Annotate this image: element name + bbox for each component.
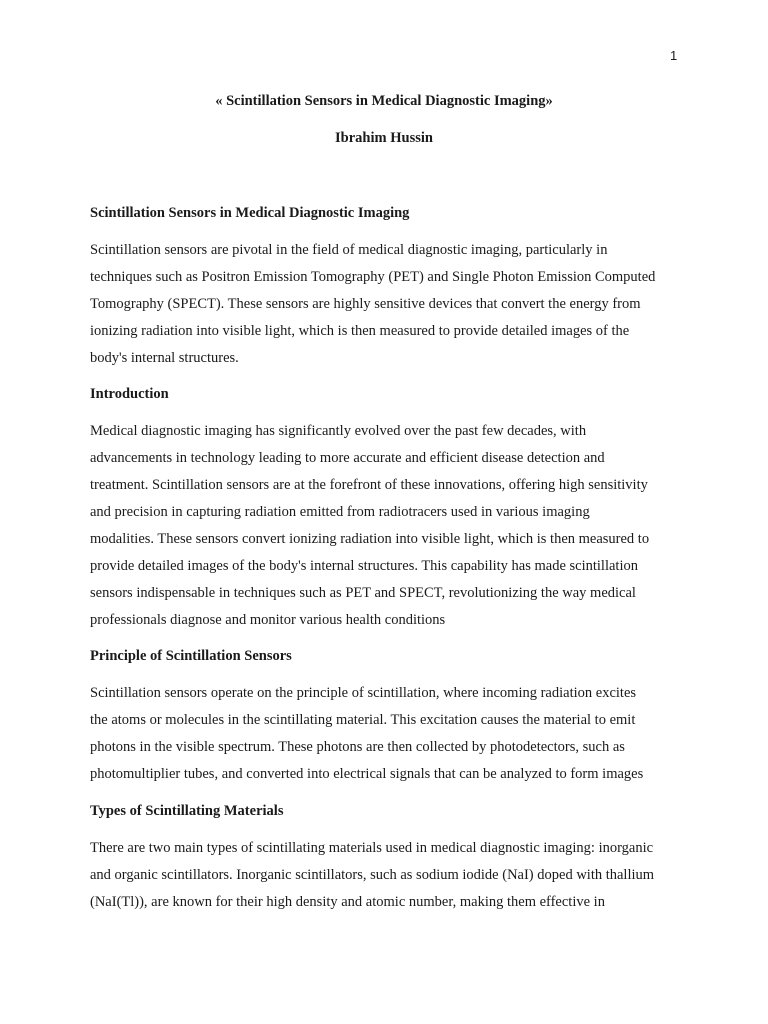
text-line: and organic scintillators. Inorganic scintillators, such as sodium iodide (NaI) doped with thallium <box>90 867 655 883</box>
section-principle <box>90 643 690 788</box>
text-line: treatment. Scintillation sensors are at the forefront of these innovations, offering high sensitivity <box>90 477 648 493</box>
text-line: photons in the visible spectrum. These photons are then collected by photodetectors, such as <box>90 739 625 755</box>
text-line: professionals diagnose and monitor various health conditions <box>90 612 446 628</box>
section-materials <box>90 798 690 916</box>
text-line: provide detailed images of the body's internal structures. This capability has made scintillation <box>90 558 638 574</box>
section-heading: Scintillation Sensors in Medical Diagnostic Imaging <box>90 205 410 221</box>
paragraph <box>90 835 690 916</box>
text-line: modalities. These sensors convert ionizing radiation into visible light, which is then measured to <box>90 531 650 547</box>
section-introduction <box>90 381 690 634</box>
text-line: Scintillation sensors are pivotal in the field of medical diagnostic imaging, particularly in <box>90 242 608 258</box>
section-heading: Types of Scintillating Materials <box>90 803 284 819</box>
text-line: and precision in capturing radiation emitted from radiotracers used in various imaging <box>90 504 590 520</box>
page-number: 1 <box>670 48 678 63</box>
text-line: body's internal structures. <box>90 350 239 366</box>
document-author: Ibrahim Hussin <box>335 130 433 146</box>
section-heading: Introduction <box>90 386 169 402</box>
text-line: There are two main types of scintillating materials used in medical diagnostic imaging: inorganic <box>90 840 654 856</box>
text-line: Tomography (SPECT). These sensors are highly sensitive devices that convert the energy from <box>90 296 641 312</box>
document-title: « Scintillation Sensors in Medical Diagnostic Imaging» <box>215 93 553 109</box>
text-line: sensors indispensable in techniques such as PET and SPECT, revolutionizing the way medical <box>90 585 636 601</box>
text-line: ionizing radiation into visible light, which is then measured to provide detailed images of the <box>90 323 630 339</box>
section-heading: Principle of Scintillation Sensors <box>90 648 292 664</box>
text-line: techniques such as Positron Emission Tomography (PET) and Single Photon Emission Computed <box>90 269 656 285</box>
text-line: Medical diagnostic imaging has significantly evolved over the past few decades, with <box>90 423 587 439</box>
paragraph <box>90 237 690 372</box>
paragraph <box>90 418 690 634</box>
text-line: Scintillation sensors operate on the principle of scintillation, where incoming radiation excites <box>90 685 637 701</box>
text-line: photomultiplier tubes, and converted into electrical signals that can be analyzed to form images <box>90 766 644 782</box>
section-overview <box>90 200 690 372</box>
text-line: advancements in technology leading to more accurate and efficient disease detection and <box>90 450 605 466</box>
text-line: (NaI(Tl)), are known for their high density and atomic number, making them effective in <box>90 894 605 910</box>
paragraph <box>90 680 690 788</box>
text-line: the atoms or molecules in the scintillating material. This excitation causes the material to emit <box>90 712 636 728</box>
